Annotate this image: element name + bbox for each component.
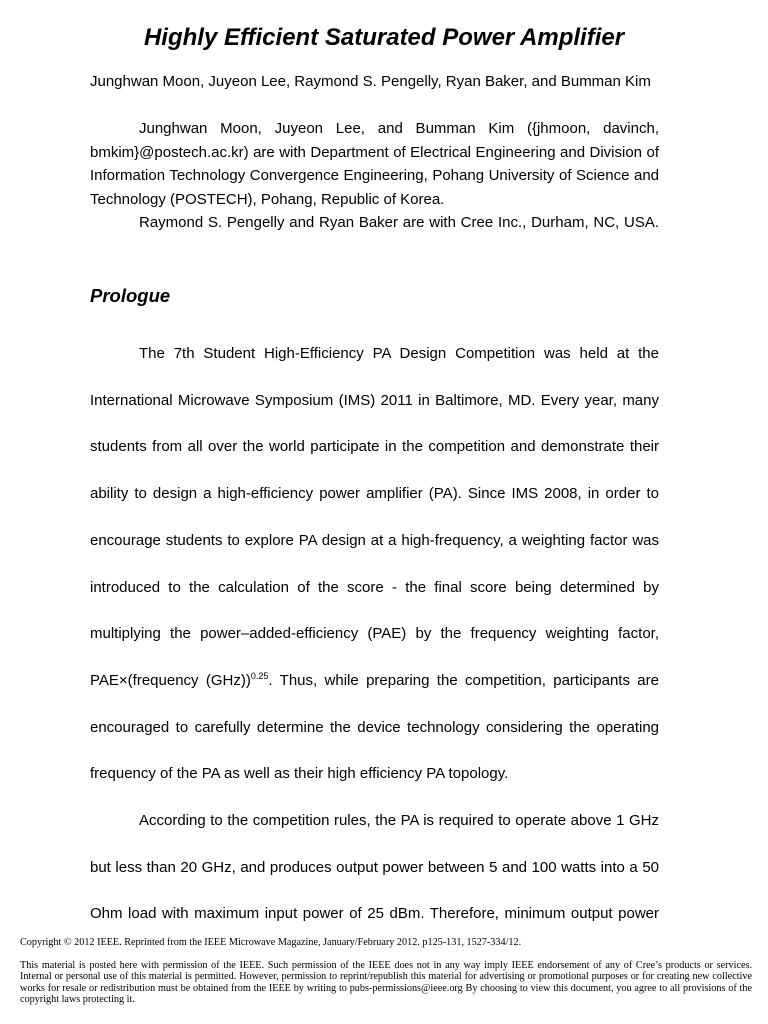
- affiliation-postech: Junghwan Moon, Juyeon Lee, and Bumman Kim ({jhmoon, davinch, bmkim}@postech.ac.kr) are with Department of Electrical Engineering and Division of Information Technology Convergence Engineering, Pohang University of Science and Technology (POSTECH), Pohang, Republic of Korea.: [90, 120, 659, 208]
- copyright-footer: [20, 937, 752, 1006]
- affiliation-block: [90, 117, 659, 235]
- paper-title: Highly Efficient Saturated Power Amplifier: [143, 24, 625, 51]
- copyright-line: Copyright © 2012 IEEE. Reprinted from the IEEE Microwave Magazine, January/February 2012. p125-131, 1527-334/12.: [20, 937, 522, 948]
- permission-notice: This material is posted here with permission of the IEEE. Such permission of the IEEE does not in any way imply IEEE endorsement of any of Cree’s products or services. Internal or personal use of this material is permitted. However, permission to reprint/republish this material for advertising or promotional purposes or for creating new collective works for resale or redistribution must be obtained from the IEEE by writing to pubs-permissions@ieee.org By choosing to view this document, you agree to all provisions of the copyright laws protecting it.: [20, 959, 752, 1005]
- paragraph-text: . Thus, while preparing the competition, participants are encouraged to carefully determine the device technology considering the operating frequency of the PA as well as their high efficiency PA topology.: [90, 671, 659, 783]
- section-heading: Prologue: [90, 285, 171, 306]
- body-paragraph: [90, 331, 659, 798]
- section-body: [90, 331, 659, 938]
- body-paragraph: According to the competition rules, the PA is required to operate above 1 GHz but less than 20 GHz, and produces output power between 5 and 100 watts into a 50 Ohm load with maximum input power of 25 dBm. Therefore, minimum output power: [90, 812, 659, 923]
- paragraph-text: The 7th Student High-Efficiency PA Design Competition was held at the International Microwave Symposium (IMS) 2011 in Baltimore, MD. Every year, many students from all over the world participate in the competition and demonstrate their ability to design a high-efficiency power amplifier (PA). Since IMS 2008, in order to encourage students to explore PA design at a high-frequency, a weighting factor was introduced to the calculation of the score - the final score being determined by multiplying the power–added-efficiency (PAE) by the frequency weighting factor, PAE×(frequency (GHz)): [90, 345, 659, 689]
- author-list: Junghwan Moon, Juyeon Lee, Raymond S. Pengelly, Ryan Baker, and Bumman Kim: [90, 73, 651, 90]
- affiliation-cree: Raymond S. Pengelly and Ryan Baker are with Cree Inc., Durham, NC, USA.: [139, 214, 659, 231]
- exponent: 0.25: [250, 670, 269, 681]
